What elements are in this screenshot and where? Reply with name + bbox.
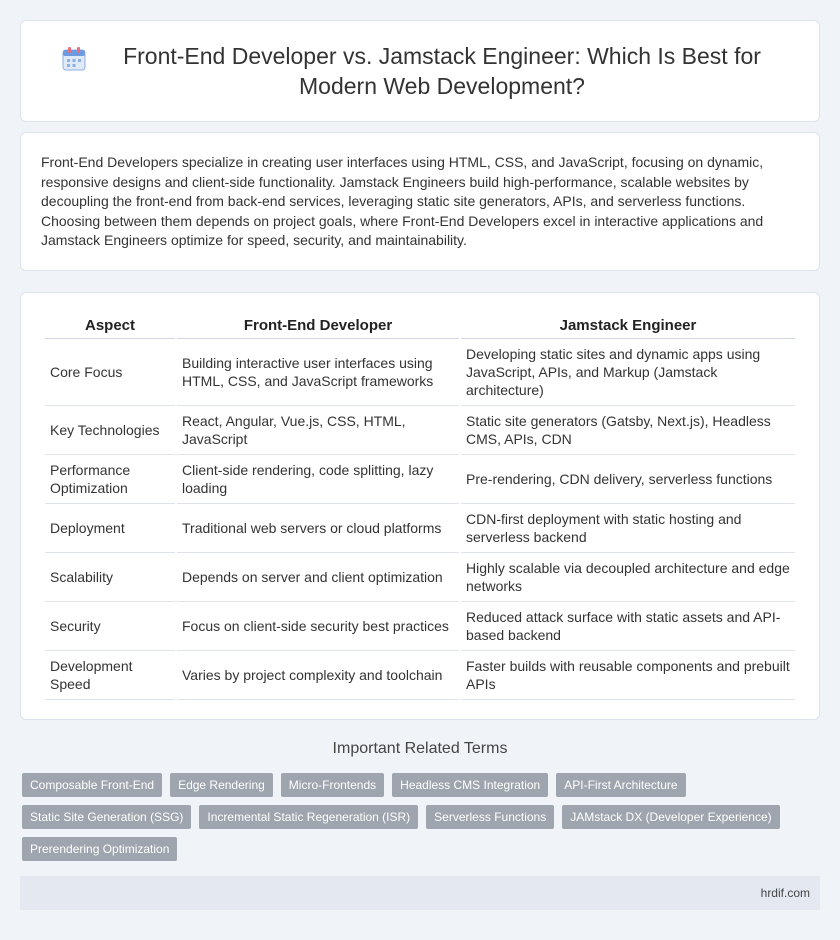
aspect-cell: Security xyxy=(45,602,175,651)
aspect-cell: Key Technologies xyxy=(45,406,175,455)
term-tag[interactable]: Composable Front-End xyxy=(22,773,162,797)
table-row xyxy=(45,455,795,504)
title-card xyxy=(20,20,820,122)
front-end-cell: Traditional web servers or cloud platforms xyxy=(177,504,459,553)
aspect-cell: Development Speed xyxy=(45,651,175,700)
term-tag[interactable]: Edge Rendering xyxy=(170,773,273,797)
header-front-end-developer: Front-End Developer xyxy=(177,313,459,339)
comparison-table-card xyxy=(20,292,820,720)
related-terms-heading: Important Related Terms xyxy=(332,740,508,757)
jamstack-cell: Developing static sites and dynamic apps using JavaScript, APIs, and Markup (Jamstack architecture) xyxy=(461,339,795,406)
front-end-cell: React, Angular, Vue.js, CSS, HTML, JavaScript xyxy=(177,406,459,455)
front-end-cell: Client-side rendering, code splitting, lazy loading xyxy=(177,455,459,504)
jamstack-cell: CDN-first deployment with static hosting and serverless backend xyxy=(461,504,795,553)
related-terms-list xyxy=(22,773,812,861)
term-tag[interactable]: Micro-Frontends xyxy=(281,773,384,797)
front-end-cell: Focus on client-side security best practices xyxy=(177,602,459,651)
footer xyxy=(20,876,820,910)
front-end-cell: Depends on server and client optimization xyxy=(177,553,459,602)
front-end-cell: Building interactive user interfaces using HTML, CSS, and JavaScript frameworks xyxy=(177,339,459,406)
term-tag[interactable]: Headless CMS Integration xyxy=(392,773,548,797)
header-jamstack-engineer: Jamstack Engineer xyxy=(461,313,795,339)
front-end-cell: Varies by project complexity and toolchain xyxy=(177,651,459,700)
jamstack-cell: Pre-rendering, CDN delivery, serverless functions xyxy=(461,455,795,504)
table-row xyxy=(45,339,795,406)
term-tag[interactable]: API-First Architecture xyxy=(556,773,685,797)
footer-site-link[interactable]: hrdif.com xyxy=(760,886,810,900)
aspect-cell: Performance Optimization xyxy=(45,455,175,504)
table-row xyxy=(45,553,795,602)
term-tag[interactable]: JAMstack DX (Developer Experience) xyxy=(562,805,779,829)
page-title: Front-End Developer vs. Jamstack Engineer: Which Is Best for Modern Web Development? xyxy=(123,43,761,99)
table-row xyxy=(45,651,795,700)
intro-text: Front-End Developers specialize in creating user interfaces using HTML, CSS, and JavaScript, focusing on dynamic, responsive designs and client-side functionality. Jamstack Engineers build high-performance, scalable websites by decoupling the front-end from back-end services, leveraging static site generators, APIs, and serverless functions. Choosing between them depends on project goals, where Front-End Developers excel in interactive applications and Jamstack Engineers optimize for speed, security, and maintainability. xyxy=(41,154,764,248)
intro-card xyxy=(20,132,820,271)
term-tag[interactable]: Incremental Static Regeneration (ISR) xyxy=(199,805,418,829)
header-aspect: Aspect xyxy=(45,313,175,339)
comparison-table xyxy=(43,313,797,700)
calendar-icon xyxy=(61,46,87,72)
table-header-row xyxy=(45,313,795,339)
jamstack-cell: Static site generators (Gatsby, Next.js), Headless CMS, APIs, CDN xyxy=(461,406,795,455)
aspect-cell: Scalability xyxy=(45,553,175,602)
aspect-cell: Deployment xyxy=(45,504,175,553)
jamstack-cell: Highly scalable via decoupled architecture and edge networks xyxy=(461,553,795,602)
aspect-cell: Core Focus xyxy=(45,339,175,406)
table-row xyxy=(45,602,795,651)
table-row xyxy=(45,504,795,553)
term-tag[interactable]: Serverless Functions xyxy=(426,805,554,829)
term-tag[interactable]: Prerendering Optimization xyxy=(22,837,177,861)
term-tag[interactable]: Static Site Generation (SSG) xyxy=(22,805,191,829)
jamstack-cell: Reduced attack surface with static assets and API-based backend xyxy=(461,602,795,651)
table-row xyxy=(45,406,795,455)
jamstack-cell: Faster builds with reusable components and prebuilt APIs xyxy=(461,651,795,700)
